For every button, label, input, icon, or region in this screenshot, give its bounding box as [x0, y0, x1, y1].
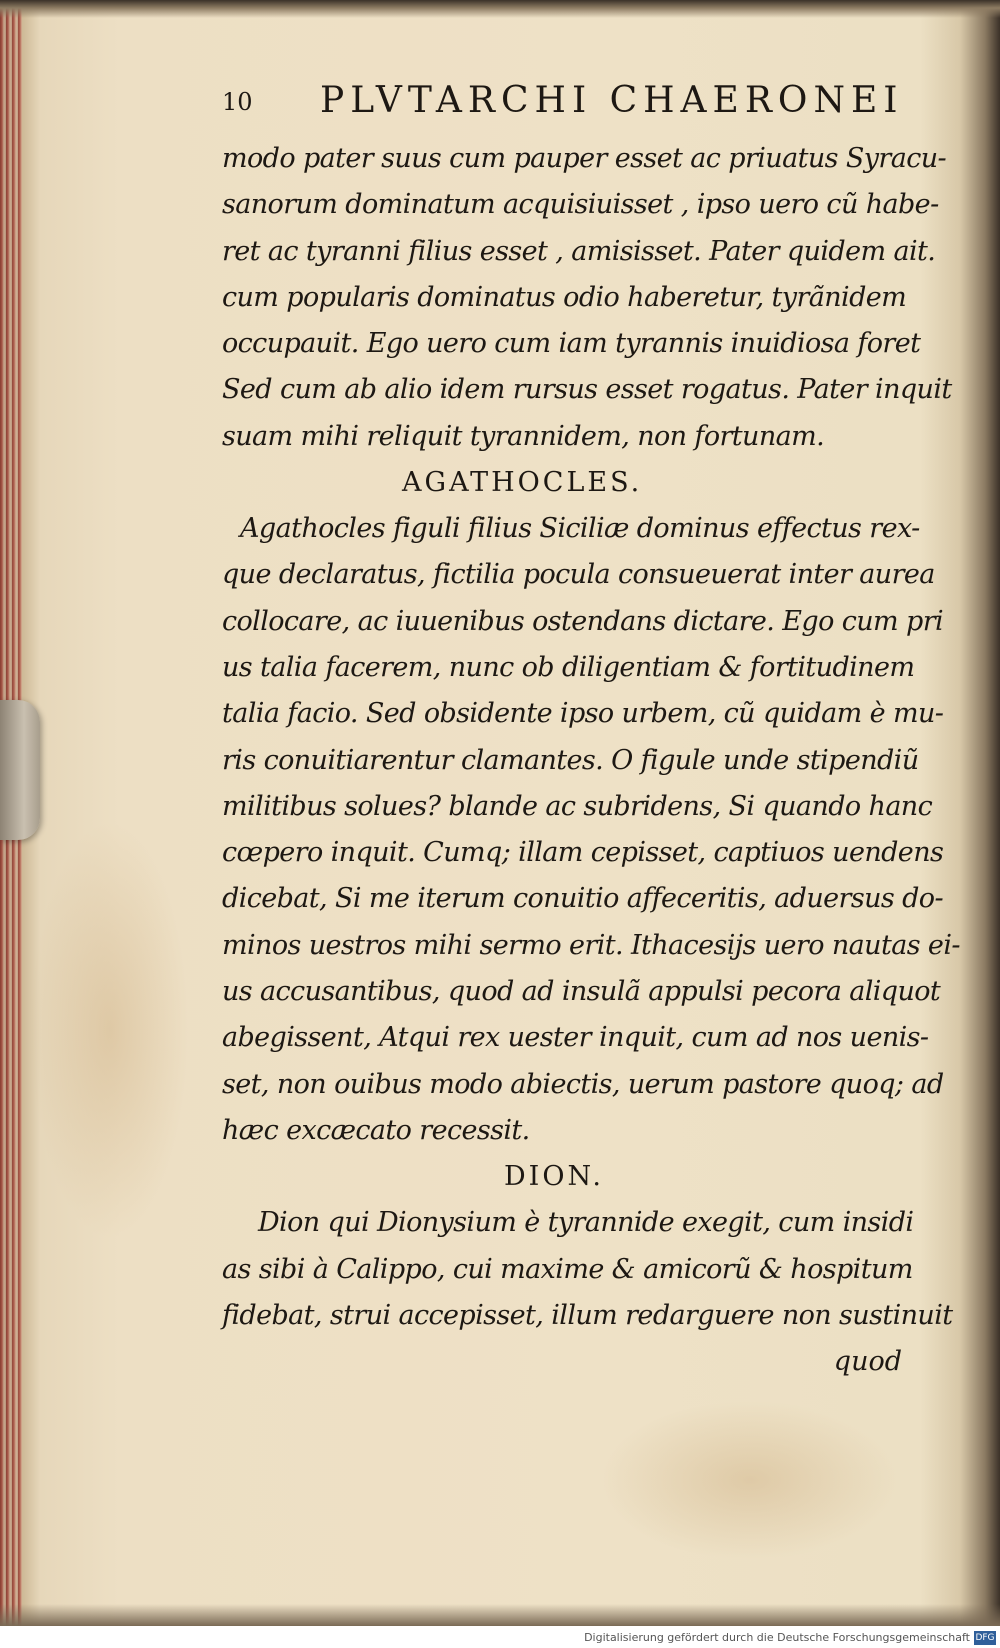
page-top-shadow: [0, 0, 1000, 18]
running-title: PLVTARCHI CHAERONEI: [320, 80, 904, 121]
section-heading-agathocles: AGATHOCLES.: [402, 467, 643, 499]
text-line: hæc excæcato recessit.: [222, 1114, 530, 1146]
text-line: fidebat, strui accepisset, illum redarguere non sustinuit: [222, 1299, 953, 1331]
printed-text-block: [222, 80, 960, 1385]
text-line: sanorum dominatum acquisiuisset , ipso uero cũ habe-: [222, 189, 939, 221]
text-line: set, non ouibus modo abiectis, uerum pastore quoq; ad: [222, 1068, 944, 1100]
page-bottom-shadow: [0, 1604, 1000, 1626]
text-line: militibus solues? blande ac subridens, Si quando hanc: [222, 790, 933, 822]
running-head: [222, 80, 952, 136]
page-number: 10: [222, 88, 253, 116]
page-holder-clip: [0, 700, 40, 840]
text-line: cœpero inquit. Cumq; illam cepisset, captiuos uendens: [222, 837, 944, 869]
text-line: Agathocles figuli filius Siciliæ dominus effectus rex-: [240, 513, 920, 545]
section-heading-dion: DION.: [504, 1161, 604, 1193]
text-line: us accusantibus, quod ad insulã appulsi pecora aliquot: [222, 976, 941, 1008]
text-line: suam mihi reliquit tyrannidem, non fortunam.: [222, 420, 825, 452]
text-line: ris conuitiarentur clamantes. O figule unde stipendiũ: [222, 744, 919, 776]
text-line: Sed cum ab alio idem rursus esset rogatus. Pater inquit: [222, 374, 952, 406]
text-line: cum popularis dominatus odio haberetur, tyrãnidem: [222, 281, 907, 313]
text-line: talia facio. Sed obsidente ipso urbem, cũ quidam è mu-: [222, 698, 944, 730]
text-line: ret ac tyranni filius esset , amisisset. Pater quidem ait.: [222, 235, 936, 267]
text-line: modo pater suus cum pauper esset ac priuatus Syracu-: [222, 143, 947, 174]
catchword: quod: [833, 1346, 902, 1378]
text-line: as sibi à Calippo, cui maxime & amicorũ & hospitum: [222, 1253, 913, 1285]
paper-stain: [30, 820, 190, 1240]
text-line: occupauit. Ego uero cum iam tyrannis inuidiosa foret: [222, 328, 921, 360]
text-line: collocare, ac iuuenibus ostendans dictare. Ego cum pri: [222, 605, 944, 637]
text-line: abegissent, Atqui rex uester inquit, cum ad nos uenis-: [222, 1022, 929, 1054]
digitization-footer: [0, 1626, 1000, 1648]
text-line: us talia facerem, nunc ob diligentiam & fortitudinem: [222, 651, 915, 683]
text-line: Dion qui Dionysium è tyrannide exegit, cum insidi: [258, 1207, 914, 1239]
dfg-logo: DFG: [975, 1633, 995, 1643]
footer-credit: Digitalisierung gefördert durch die Deutsche Forschungsgemeinschaft: [584, 1631, 970, 1644]
text-line: dicebat, Si me iterum conuitio affeceritis, aduersus do-: [222, 883, 943, 915]
text-line: que declaratus, fictilia pocula consueuerat inter aurea: [222, 559, 935, 591]
text-line: minos uestros mihi sermo erit. Ithacesijs uero nautas ei-: [222, 929, 960, 961]
paper-stain: [600, 1400, 900, 1560]
